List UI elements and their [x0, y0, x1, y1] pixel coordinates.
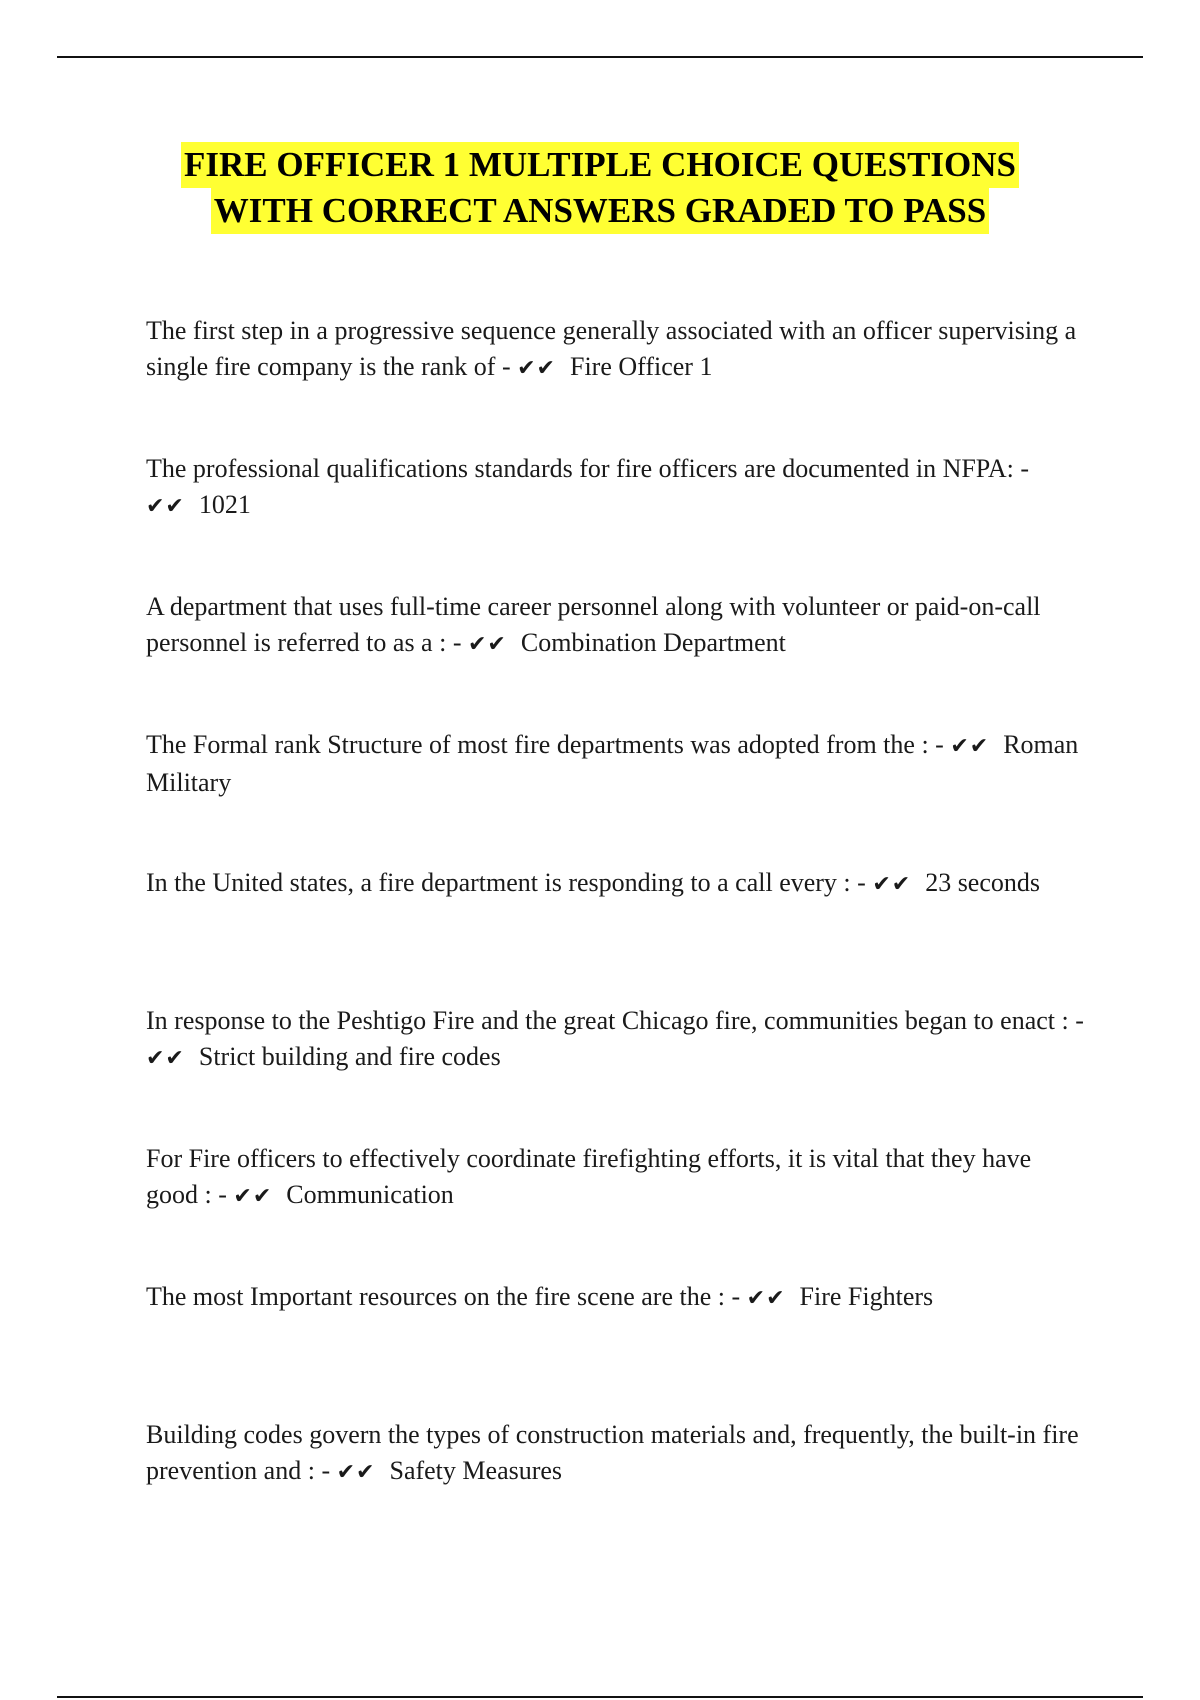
question-text: The Formal rank Structure of most fire departments was adopted from the : -	[146, 730, 944, 759]
question-text: The professional qualifications standards for fire officers are documented in NFPA: -	[146, 454, 1030, 483]
bottom-rule	[57, 1696, 1143, 1698]
answer-text: Communication	[286, 1180, 454, 1209]
qa-item	[146, 727, 1086, 865]
double-check-icon: ✔✔	[336, 1460, 376, 1485]
double-check-icon: ✔✔	[146, 1046, 185, 1071]
qa-item	[146, 1003, 1086, 1141]
double-check-icon: ✔✔	[746, 1286, 786, 1311]
double-check-icon: ✔✔	[146, 494, 185, 519]
qa-item	[146, 1417, 1086, 1555]
answer-text: 23 seconds	[925, 868, 1041, 897]
answer-text: Combination Department	[520, 628, 786, 657]
double-check-icon: ✔✔	[950, 734, 990, 759]
answer-text: Fire Officer 1	[569, 352, 713, 381]
question-text: The most Important resources on the fire scene are the : -	[146, 1282, 741, 1311]
answer-text: Strict building and fire codes	[198, 1042, 501, 1071]
qa-list	[146, 313, 1086, 1555]
question-text: In the United states, a fire department is responding to a call every : -	[146, 868, 866, 897]
question-text: Building codes govern the types of construction materials and, frequently, the built-in fire prevention and : -	[146, 1420, 1079, 1485]
document-title	[0, 142, 1200, 234]
qa-item	[146, 451, 1086, 589]
qa-item	[146, 313, 1086, 451]
question-text: The first step in a progressive sequence generally associated with an officer supervising a single fire company is the rank of -	[146, 316, 1077, 381]
top-rule	[57, 56, 1143, 58]
qa-item	[146, 1141, 1086, 1279]
answer-text: 1021	[198, 490, 251, 519]
answer-text: Fire Fighters	[799, 1282, 934, 1311]
answer-text: Roman Military	[146, 730, 1079, 797]
title-line-1: FIRE OFFICER 1 MULTIPLE CHOICE QUESTIONS	[181, 142, 1019, 188]
qa-item	[146, 1279, 1086, 1417]
double-check-icon: ✔✔	[517, 356, 556, 381]
double-check-icon: ✔✔	[872, 872, 912, 897]
title-line-2: WITH CORRECT ANSWERS GRADED TO PASS	[211, 188, 989, 234]
answer-text: Safety Measures	[389, 1456, 563, 1485]
double-check-icon: ✔✔	[233, 1184, 273, 1209]
qa-item	[146, 589, 1086, 727]
question-text: In response to the Peshtigo Fire and the great Chicago fire, communities began to enact : -	[146, 1006, 1084, 1035]
question-text: For Fire officers to effectively coordinate firefighting efforts, it is vital that they have good : -	[146, 1144, 1032, 1209]
double-check-icon: ✔✔	[467, 632, 507, 657]
question-text: A department that uses full-time career personnel along with volunteer or paid-on-call personnel is referred to as a : -	[146, 592, 1041, 657]
qa-item	[146, 865, 1086, 1003]
